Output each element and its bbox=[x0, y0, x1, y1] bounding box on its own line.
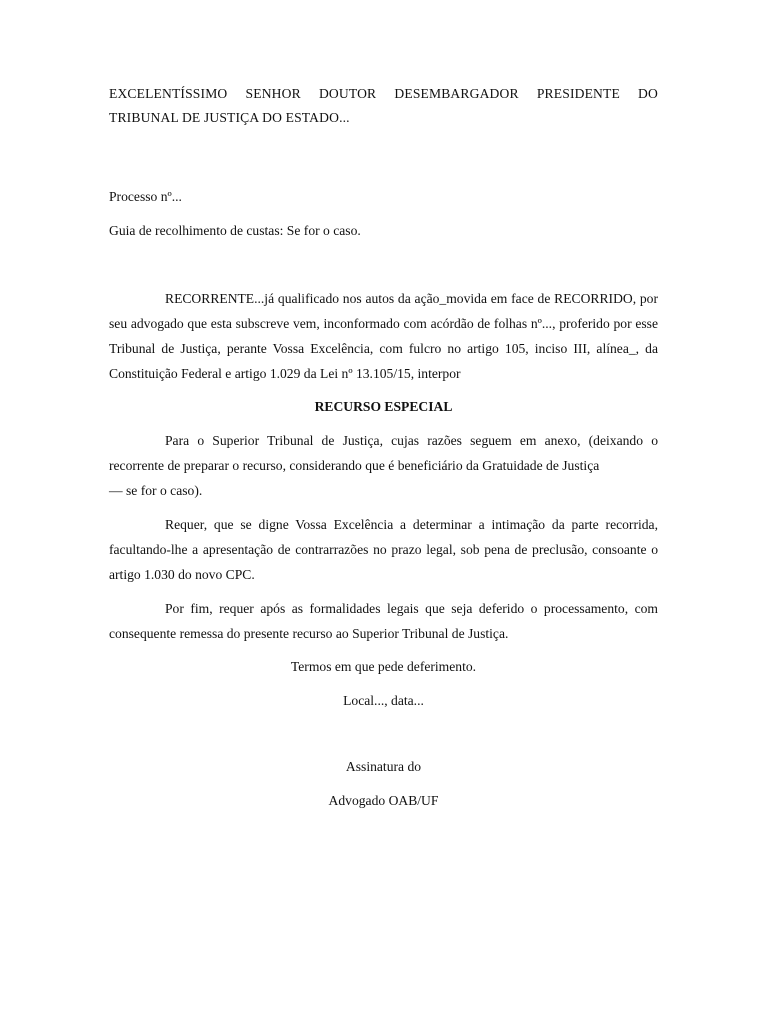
request-paragraph: Requer, que se digne Vossa Excelência a determinar a intimação da parte recorrida, facultando-lhe a apresentação de contrarrazões no prazo legal, sob pena de preclusão, consoante o artigo 1.030 do novo CPC. bbox=[109, 517, 658, 582]
document-body bbox=[109, 82, 658, 813]
closing-paragraph: Por fim, requer após as formalidades legais que seja deferido o processamento, com consequente remessa do presente recurso ao Superior Tribunal de Justiça. bbox=[109, 601, 658, 641]
signature-line: Assinatura do bbox=[345, 759, 422, 774]
place-date-line: Local..., data... bbox=[343, 693, 424, 708]
addressee-header: EXCELENTÍSSIMO SENHOR DOUTOR DESEMBARGADOR PRESIDENTE DO TRIBUNAL DE JUSTIÇA DO ESTADO... bbox=[109, 86, 658, 125]
lawyer-oab-line: Advogado OAB/UF bbox=[328, 793, 439, 808]
process-number: Processo nº... bbox=[109, 189, 182, 204]
appeal-paragraph-text: Para o Superior Tribunal de Justiça, cujas razões seguem em anexo, (deixando o recorrente de preparar o recurso, considerando que é beneficiário da Gratuidade de Justiça bbox=[109, 433, 658, 473]
petition-paragraph: RECORRENTE...já qualificado nos autos da ação_movida em face de RECORRIDO, por seu advogado que esta subscreve vem, inconformado com acórdão de folhas nº..., proferido por esse Tribunal de Justiça, perante Vossa Excelência, com fulcro no artigo 105, inciso III, alínea_, da Constituição Federal e artigo 1.029 da Lei nº 13.105/15, interpor bbox=[109, 291, 658, 381]
fee-guide-line: Guia de recolhimento de custas: Se for o caso. bbox=[109, 223, 361, 238]
closing-formula: Termos em que pede deferimento. bbox=[290, 659, 477, 674]
document-title: RECURSO ESPECIAL bbox=[314, 399, 453, 414]
appeal-paragraph-tail: — se for o caso). bbox=[109, 483, 203, 498]
appeal-paragraph bbox=[109, 428, 658, 503]
